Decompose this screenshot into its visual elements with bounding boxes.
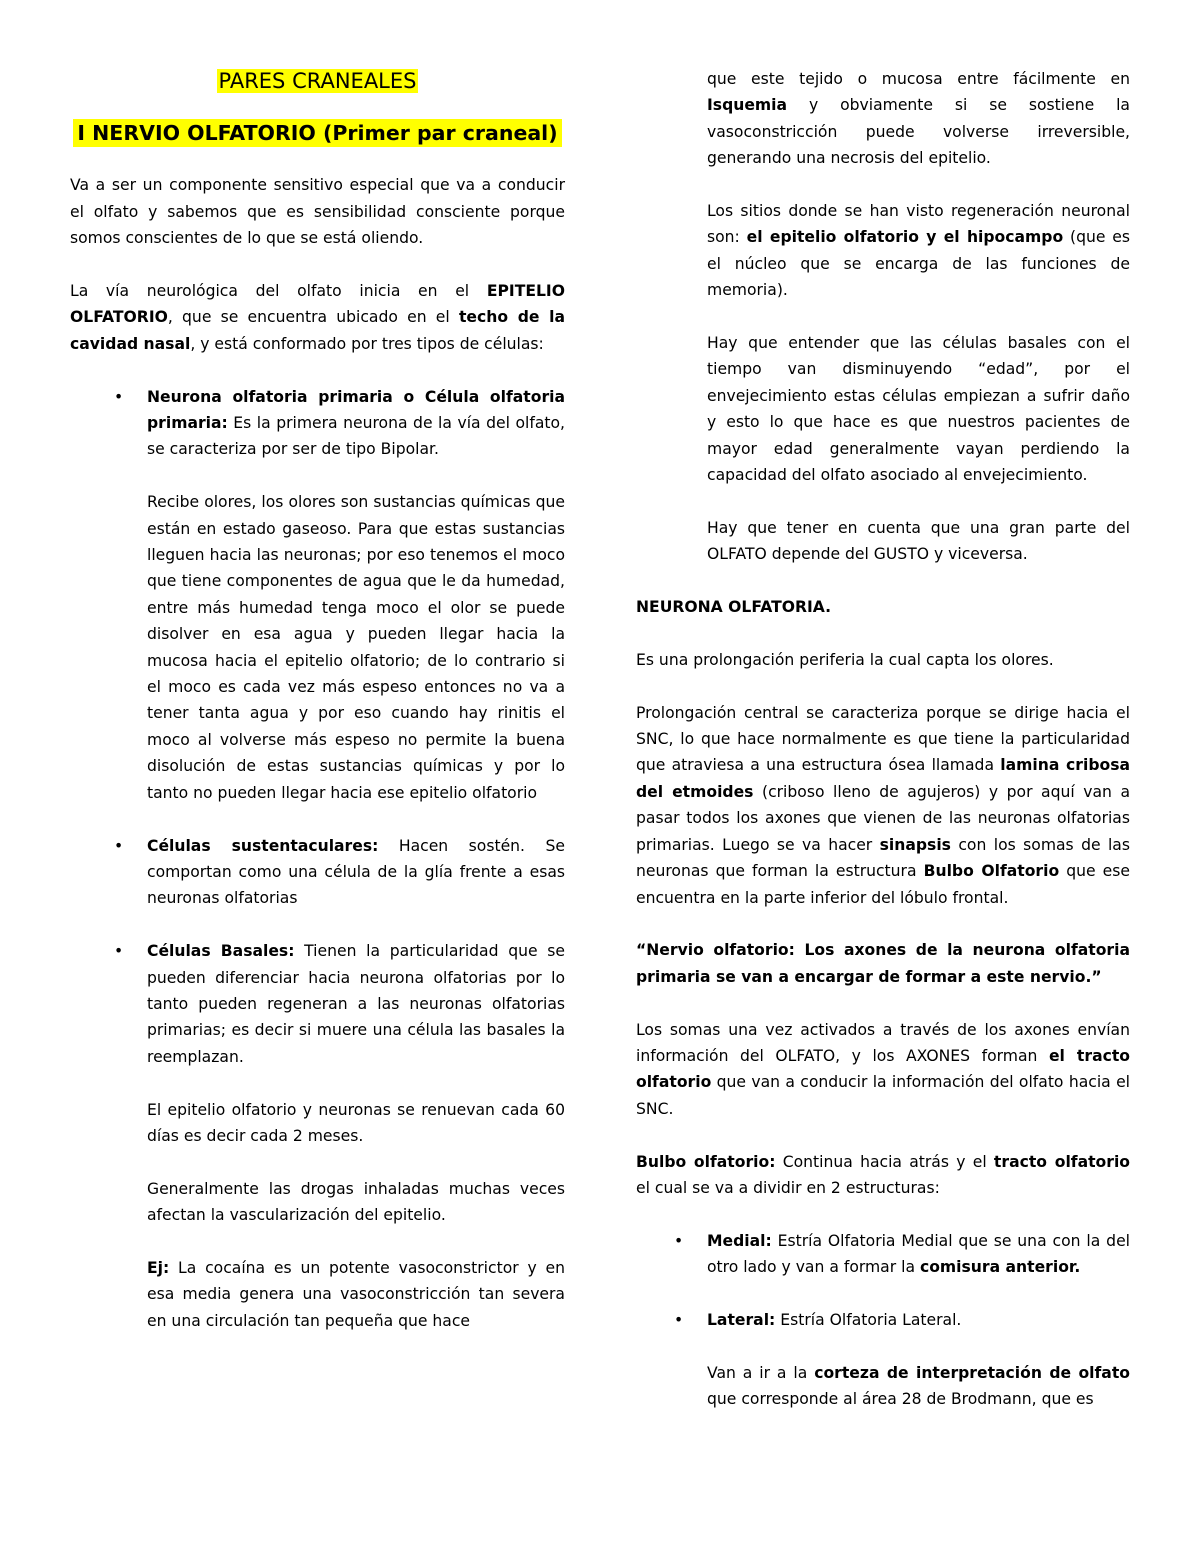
- bullet-icon: •: [674, 1231, 684, 1250]
- page-title: PARES CRANEALES: [218, 69, 417, 93]
- bullet-item-lateral: • Lateral: Estría Olfatoria Lateral.: [636, 1307, 1130, 1333]
- bullet-icon: •: [114, 387, 124, 406]
- bullet-item-medial: • Medial: Estría Olfatoria Medial que se una con la del otro lado y van a formar la comisura anterior.: [636, 1228, 1130, 1281]
- quote-olfactory-nerve: “Nervio olfatorio: Los axones de la neurona olfatoria primaria se van a encargar de formar a este nervio.”: [636, 941, 1130, 986]
- paragraph-taste: Hay que tener en cuenta que una gran parte del OLFATO depende del GUSTO y viceversa.: [707, 518, 1130, 564]
- bullet-icon: •: [114, 942, 124, 961]
- paragraph-renewal: El epitelio olfatorio y neuronas se renuevan cada 60 días es decir cada 2 meses.: [147, 1100, 565, 1145]
- bullet-icon: •: [674, 1310, 684, 1329]
- bullet-icon: •: [114, 836, 124, 855]
- paragraph-odors: Recibe olores, los olores son sustancias químicas que están en estado gaseoso. Para que estas sustancias lleguen hacia las neuronas; por eso tenemos el moco que tiene componentes de agua que le da humedad, entre más humedad tenga moco el olor se puede disolver en esa agua y pueden llegar hacia la mucosa hacia el epitelio olfatorio; de lo contrario si el moco es cada vez más espeso entonces no va a tener tanta agua y por eso cuando hay rinitis el moco al volverse más espeso no permite la buena disolución de estas sustancias químicas y por lo tanto no pueden llegar hacia ese epitelio olfatorio: [147, 493, 565, 802]
- paragraph-peripheral: Es una prolongación periferia la cual capta los olores.: [636, 650, 1054, 669]
- paragraph-example: Ej: La cocaína es un potente vasoconstrictor y en esa media genera una vasoconstricción tan severa en una circulación tan pequeña que hace: [147, 1258, 565, 1330]
- paragraph-drugs: Generalmente las drogas inhaladas muchas veces afectan la vascularización del epitelio.: [147, 1179, 565, 1225]
- left-column: [70, 66, 565, 1361]
- section-heading: NEURONA OLFATORIA.: [636, 598, 832, 617]
- paragraph-cortex: Van a ir a la corteza de interpretación de olfato que corresponde al área 28 de Brodmann, que es: [707, 1363, 1130, 1409]
- bullet-item-primary-neuron: • Neurona olfatoria primaria o Célula olfatoria primaria: Es la primera neurona de la vía del olfato, se caracteriza por ser de tipo Bipolar.: [70, 384, 565, 463]
- paragraph-intro: Va a ser un componente sensitivo especial que va a conducir el olfato y sabemos que es sensibilidad consciente porque somos conscientes de lo que se está oliendo.: [70, 176, 565, 248]
- bullet-item-basal-cells: • Células Basales: Tienen la particularidad que se pueden diferenciar hacia neurona olfatorias por lo tanto pueden regeneran a las neuronas olfatorias primarias; es decir si muere una célula las basales la reemplazan.: [70, 938, 565, 1070]
- section-title: I NERVIO OLFATORIO (Primer par craneal): [70, 116, 565, 150]
- paragraph-regeneration-sites: Los sitios donde se han visto regeneración neuronal son: el epitelio olfatorio y el hipocampo (que es el núcleo que se encarga de las funciones de memoria).: [707, 202, 1131, 300]
- paragraph-neurological-pathway: La vía neurológica del olfato inicia en el EPITELIO OLFATORIO, que se encuentra ubicado en el techo de la cavidad nasal, y está conformado por tres tipos de células:: [70, 282, 566, 353]
- right-column: [636, 66, 1130, 1439]
- paragraph-olfactory-bulb: Bulbo olfatorio: Continua hacia atrás y el tracto olfatorio el cual se va a dividir en 2 estructuras:: [636, 1152, 1131, 1197]
- paragraph-axons: Los somas una vez activados a través de los axones envían información del OLFATO, y los AXONES forman el tracto olfatorio que van a conducir la información del olfato hacia el SNC.: [636, 1020, 1130, 1118]
- paragraph-central: Prolongación central se caracteriza porque se dirige hacia el SNC, lo que hace normalmente es que tiene la particularidad que atraviesa a una estructura ósea llamada lamina cribosa del etmoides (criboso lleno de agujeros) y por aquí van a pasar todos los axones que vienen de las neuronas olfatorias primarias. Luego se va hacer sinapsis con los somas de las neuronas que forman la estructura Bulbo Olfatorio que ese encuentra en la parte inferior del lóbulo frontal.: [636, 703, 1130, 907]
- paragraph-aging: Hay que entender que las células basales con el tiempo van disminuyendo “edad”, por el envejecimiento estas células empiezan a sufrir daño y esto lo que hace es que nuestros pacientes de mayor edad generalmente vayan perdiendo la capacidad del olfato asociado al envejecimiento.: [707, 334, 1130, 485]
- bullet-item-sustentacular-cells: • Células sustentaculares: Hacen sostén. Se comportan como una célula de la glía frente a esas neuronas olfatorias: [70, 833, 565, 912]
- paragraph-ischemia: que este tejido o mucosa entre fácilmente en Isquemia y obviamente si se sostiene la vasoconstricción puede volverse irreversible, generando una necrosis del epitelio.: [707, 70, 1130, 168]
